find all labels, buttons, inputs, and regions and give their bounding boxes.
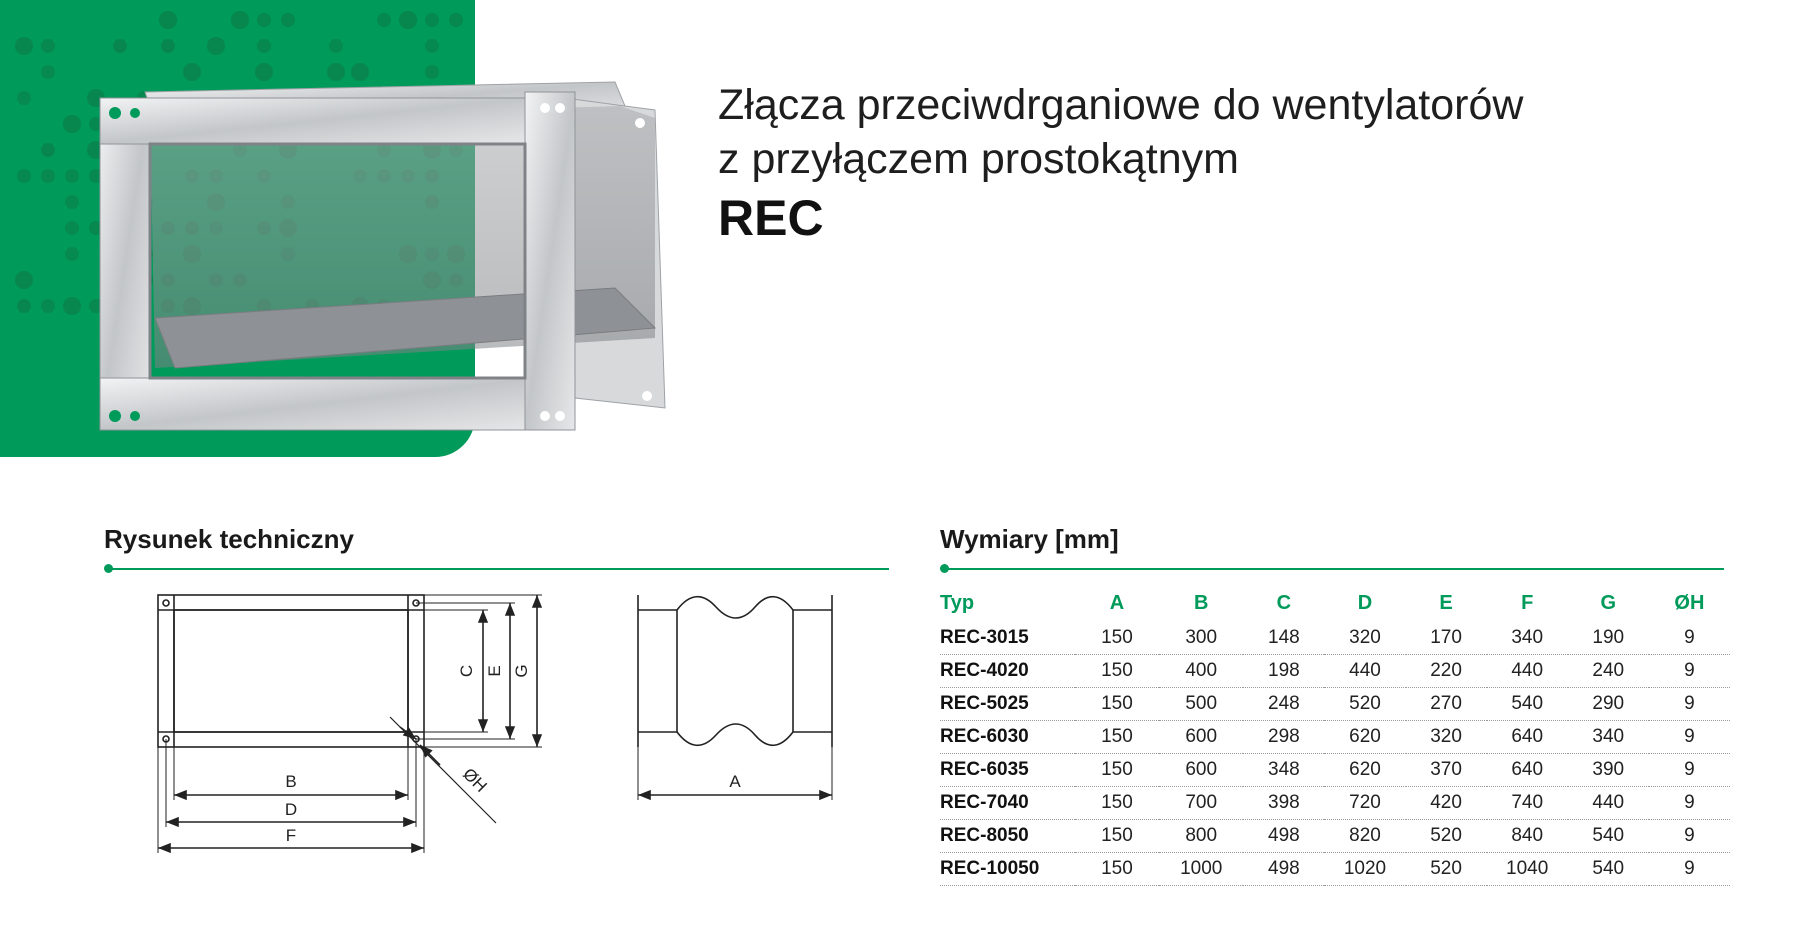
- front-view-opening: [174, 610, 408, 732]
- decorative-dot: [65, 247, 79, 261]
- value-cell: 150: [1075, 820, 1159, 853]
- value-cell: 620: [1324, 721, 1405, 754]
- dim-label-e: E: [485, 665, 504, 677]
- column-header: A: [1109, 591, 1125, 614]
- value-cell: 9: [1649, 853, 1730, 886]
- decorative-dot: [449, 13, 463, 27]
- column-header: D: [1357, 591, 1373, 614]
- value-cell: 150: [1075, 853, 1159, 886]
- column-header: C: [1276, 591, 1292, 614]
- value-cell: 150: [1075, 787, 1159, 820]
- type-cell: REC-7040: [940, 787, 1075, 820]
- value-cell: 150: [1075, 688, 1159, 721]
- value-cell: 840: [1487, 820, 1568, 853]
- value-cell: 300: [1159, 622, 1243, 655]
- value-cell: 9: [1649, 787, 1730, 820]
- value-cell: 498: [1243, 853, 1324, 886]
- value-cell: 9: [1649, 754, 1730, 787]
- dimensions-section-rule: [944, 568, 1724, 570]
- value-cell: 290: [1568, 688, 1649, 721]
- table-row: [940, 721, 1730, 754]
- table-row: [940, 820, 1730, 853]
- dim-label-d: D: [284, 800, 298, 819]
- value-cell: 320: [1324, 622, 1405, 655]
- value-cell: 148: [1243, 622, 1324, 655]
- value-cell: 340: [1487, 622, 1568, 655]
- dim-label-c: C: [457, 664, 476, 678]
- value-cell: 348: [1243, 754, 1324, 787]
- decorative-dot: [15, 271, 33, 289]
- decorative-dot: [231, 11, 249, 29]
- value-cell: 540: [1487, 688, 1568, 721]
- type-cell: REC-5025: [940, 688, 1075, 721]
- value-cell: 498: [1243, 820, 1324, 853]
- decorative-dot: [17, 91, 31, 105]
- decorative-dot: [15, 37, 33, 55]
- value-cell: 620: [1324, 754, 1405, 787]
- dim-label-g: G: [512, 664, 531, 678]
- decorative-dot: [207, 37, 225, 55]
- value-cell: 9: [1649, 721, 1730, 754]
- decorative-dot: [399, 11, 417, 29]
- decorative-dot: [17, 169, 31, 183]
- drawing-section-rule: [108, 568, 889, 570]
- decorative-dot: [377, 13, 391, 27]
- value-cell: 150: [1075, 655, 1159, 688]
- decorative-dot: [41, 39, 55, 53]
- value-cell: 400: [1159, 655, 1243, 688]
- side-view-bellows-top: [677, 597, 793, 618]
- table-row: [940, 655, 1730, 688]
- type-cell: REC-6035: [940, 754, 1075, 787]
- value-cell: 700: [1159, 787, 1243, 820]
- column-header: E: [1439, 591, 1453, 614]
- value-cell: 320: [1406, 721, 1487, 754]
- value-cell: 398: [1243, 787, 1324, 820]
- value-cell: 270: [1406, 688, 1487, 721]
- column-header: F: [1521, 591, 1534, 614]
- dim-label-h: ØH: [459, 764, 491, 796]
- value-cell: 248: [1243, 688, 1324, 721]
- type-cell: REC-6030: [940, 721, 1075, 754]
- value-cell: 520: [1324, 688, 1405, 721]
- side-view-bellows-bottom: [677, 724, 793, 745]
- value-cell: 170: [1406, 622, 1487, 655]
- value-cell: 298: [1243, 721, 1324, 754]
- value-cell: 1020: [1324, 853, 1405, 886]
- title-line-1: Złącza przeciwdrganiowe do wentylatorów: [718, 81, 1524, 129]
- value-cell: 800: [1159, 820, 1243, 853]
- value-cell: 440: [1487, 655, 1568, 688]
- decorative-dot: [17, 299, 31, 313]
- decorative-dot: [281, 13, 295, 27]
- dimensions-section-title: Wymiary [mm]: [940, 524, 1119, 554]
- value-cell: 740: [1487, 787, 1568, 820]
- value-cell: 390: [1568, 754, 1649, 787]
- type-cell: REC-3015: [940, 622, 1075, 655]
- column-header: G: [1600, 591, 1617, 614]
- decorative-dot: [65, 169, 79, 183]
- column-header: ØH: [1674, 591, 1705, 614]
- value-cell: 9: [1649, 622, 1730, 655]
- value-cell: 190: [1568, 622, 1649, 655]
- decorative-dot: [159, 11, 177, 29]
- table-row: [940, 688, 1730, 721]
- decorative-dot: [425, 65, 439, 79]
- decorative-dot: [257, 13, 271, 27]
- type-cell: REC-10050: [940, 853, 1075, 886]
- value-cell: 520: [1406, 853, 1487, 886]
- value-cell: 370: [1406, 754, 1487, 787]
- decorative-dot: [41, 299, 55, 313]
- value-cell: 820: [1324, 820, 1405, 853]
- decorative-dot: [41, 169, 55, 183]
- value-cell: 9: [1649, 655, 1730, 688]
- table-row: [940, 754, 1730, 787]
- drawing-rule-dot: [104, 564, 113, 573]
- table-row: [940, 787, 1730, 820]
- type-cell: REC-8050: [940, 820, 1075, 853]
- decorative-dot: [425, 13, 439, 27]
- page-title-block: [718, 78, 1523, 250]
- type-cell: REC-4020: [940, 655, 1075, 688]
- front-view-outer-frame: [158, 595, 424, 747]
- value-cell: 240: [1568, 655, 1649, 688]
- decorative-dot: [65, 195, 79, 209]
- value-cell: 150: [1075, 622, 1159, 655]
- product-code: REC: [718, 190, 824, 246]
- dimensions-table: [940, 584, 1730, 886]
- decorative-dot: [41, 65, 55, 79]
- value-cell: 640: [1487, 721, 1568, 754]
- dim-label-f: F: [285, 826, 297, 845]
- value-cell: 440: [1568, 787, 1649, 820]
- decorative-dot: [65, 221, 79, 235]
- dimensions-rule-dot: [940, 564, 949, 573]
- decorative-dot: [329, 39, 343, 53]
- value-cell: 150: [1075, 754, 1159, 787]
- value-cell: 340: [1568, 721, 1649, 754]
- decorative-dot: [63, 115, 81, 133]
- value-cell: 520: [1406, 820, 1487, 853]
- table-row: [940, 853, 1730, 886]
- dim-label-b: B: [285, 772, 297, 791]
- value-cell: 600: [1159, 721, 1243, 754]
- table-header-row: [940, 584, 1730, 622]
- decorative-dot: [41, 143, 55, 157]
- dim-label-a: A: [729, 772, 741, 791]
- value-cell: 150: [1075, 721, 1159, 754]
- decorative-dot: [63, 297, 81, 315]
- product-photo-rec-connector: [95, 78, 695, 438]
- value-cell: 440: [1324, 655, 1405, 688]
- decorative-dot: [113, 39, 127, 53]
- column-header: B: [1193, 591, 1209, 614]
- title-line-2: z przyłączem prostokątnym: [718, 135, 1239, 183]
- value-cell: 720: [1324, 787, 1405, 820]
- value-cell: 540: [1568, 820, 1649, 853]
- value-cell: 500: [1159, 688, 1243, 721]
- value-cell: 540: [1568, 853, 1649, 886]
- decorative-dot: [425, 39, 439, 53]
- drawing-section-title: Rysunek techniczny: [104, 524, 354, 554]
- value-cell: 9: [1649, 688, 1730, 721]
- value-cell: 1040: [1487, 853, 1568, 886]
- value-cell: 640: [1487, 754, 1568, 787]
- value-cell: 220: [1406, 655, 1487, 688]
- value-cell: 9: [1649, 820, 1730, 853]
- column-header: Typ: [940, 591, 975, 614]
- decorative-dot: [257, 39, 271, 53]
- value-cell: 198: [1243, 655, 1324, 688]
- value-cell: 600: [1159, 754, 1243, 787]
- decorative-dot: [161, 39, 175, 53]
- technical-drawing: [150, 585, 850, 865]
- value-cell: 1000: [1159, 853, 1243, 886]
- value-cell: 420: [1406, 787, 1487, 820]
- table-row: [940, 622, 1730, 655]
